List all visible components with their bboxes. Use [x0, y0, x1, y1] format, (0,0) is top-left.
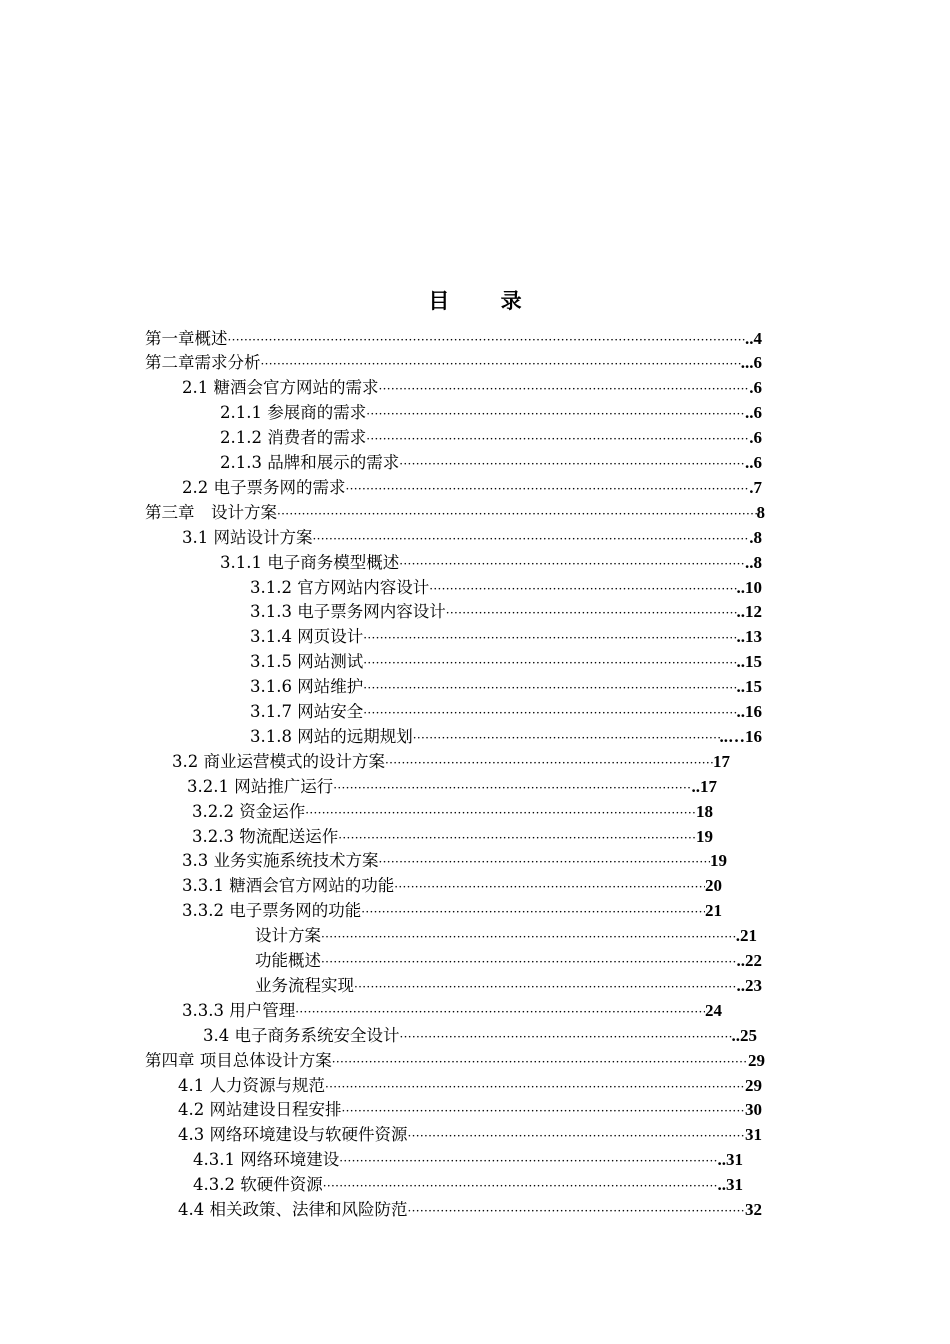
toc-entry-title: 第二章需求分析 — [145, 353, 261, 373]
toc-page-number: .7 — [749, 477, 762, 497]
toc-page-number: ..15 — [736, 652, 762, 672]
toc-entry[interactable] — [182, 999, 722, 1024]
toc-entry[interactable] — [203, 1024, 757, 1049]
toc-entry-title: 4.4 相关政策、法律和风险防范 — [178, 1200, 408, 1219]
toc-page-number: 29 — [745, 1075, 762, 1095]
toc-entry[interactable] — [255, 924, 757, 949]
toc-page-number: .6 — [749, 428, 762, 448]
toc-entry[interactable] — [192, 800, 713, 825]
toc-entry[interactable] — [178, 1098, 762, 1123]
toc-entry[interactable] — [145, 1049, 765, 1074]
toc-page-number: ..17 — [691, 776, 717, 796]
toc-dot-leader — [399, 452, 745, 476]
toc-entry[interactable] — [182, 376, 762, 401]
toc-dot-leader — [339, 1149, 717, 1173]
toc-entry-title: 3.2.1 网站推广运行 — [187, 776, 334, 796]
toc-page-number: ..16 — [736, 702, 762, 721]
toc-page-number: ..25 — [731, 1025, 757, 1045]
toc-entry[interactable] — [250, 576, 762, 601]
toc-dot-leader — [333, 776, 691, 800]
toc-dot-leader — [261, 352, 741, 376]
toc-dot-leader — [361, 900, 705, 924]
toc-page-number: 19 — [696, 826, 713, 846]
toc-entry-title: 业务流程实现 — [255, 975, 354, 995]
toc-entry[interactable] — [145, 327, 762, 352]
toc-entry[interactable] — [220, 401, 762, 426]
toc-entry-title: 3.4 电子商务系统安全设计 — [203, 1025, 400, 1045]
toc-entry[interactable] — [193, 1173, 743, 1198]
toc-entry[interactable] — [182, 526, 762, 551]
toc-dot-leader — [342, 1099, 746, 1123]
toc-entry[interactable] — [145, 501, 765, 526]
toc-page-number: 29 — [748, 1050, 765, 1070]
toc-dot-leader — [363, 701, 736, 725]
toc-title: 目 录 — [428, 288, 544, 313]
toc-page-number: ..15 — [736, 677, 762, 697]
toc-dot-leader — [379, 377, 750, 401]
toc-entry[interactable] — [145, 351, 762, 376]
toc-dot-leader — [323, 1174, 718, 1198]
toc-entry[interactable] — [182, 874, 722, 899]
toc-entry[interactable] — [255, 949, 762, 974]
toc-page-number: 8 — [756, 502, 765, 522]
toc-entry[interactable] — [182, 899, 722, 924]
toc-dot-leader — [394, 875, 705, 899]
toc-entry[interactable] — [193, 1148, 743, 1173]
toc-page-number: 30 — [745, 1100, 762, 1120]
toc-page-number: 31 — [745, 1125, 762, 1145]
toc-entry-title: 4.1 人力资源与规范 — [178, 1075, 325, 1095]
toc-entry-title: 2.2 电子票务网的需求 — [182, 477, 346, 497]
toc-page-number: 21 — [705, 901, 722, 921]
toc-page-number: ..8 — [745, 552, 762, 572]
toc-page-number: ..31 — [717, 1150, 743, 1170]
toc-entry-title: 3.1.3 电子票务网内容设计 — [250, 602, 446, 622]
toc-page-number: ..6 — [745, 403, 762, 423]
toc-entry-title: 3.3 业务实施系统技术方案 — [182, 851, 379, 871]
toc-entry-title: 2.1.3 品牌和展示的需求 — [220, 453, 400, 472]
toc-page-number: ..…16 — [719, 726, 762, 746]
toc-entry-title: 3.1 网站设计方案 — [182, 527, 313, 547]
toc-dot-leader — [363, 676, 736, 700]
toc-page-number: 19 — [710, 851, 727, 871]
toc-dot-leader — [446, 601, 737, 625]
toc-entry[interactable] — [220, 551, 762, 576]
toc-entry-title: 3.1.7 网站安全 — [250, 702, 364, 721]
toc-dot-leader — [379, 850, 711, 874]
toc-entry-title: 3.1.5 网站测试 — [250, 652, 364, 672]
toc-dot-leader — [321, 925, 736, 949]
toc-entry[interactable] — [178, 1198, 762, 1223]
toc-entry[interactable] — [250, 675, 762, 700]
toc-dot-leader — [325, 1075, 745, 1099]
toc-entry[interactable] — [250, 625, 762, 650]
toc-entry-title: 3.1.4 网页设计 — [250, 627, 364, 647]
toc-entry[interactable] — [178, 1123, 762, 1148]
toc-page-number: 24 — [705, 1000, 722, 1020]
toc-entry[interactable] — [172, 750, 730, 775]
toc-page-number: ..10 — [736, 577, 762, 597]
toc-page-number: 32 — [745, 1200, 762, 1219]
toc-dot-leader — [321, 950, 737, 974]
toc-page-number: 18 — [696, 801, 713, 821]
toc-page-number: 17 — [713, 751, 730, 771]
toc-entry-title: 3.1.8 网站的远期规划 — [250, 726, 413, 746]
toc-dot-leader — [413, 726, 720, 750]
toc-page-number: .8 — [749, 527, 762, 547]
toc-dot-leader — [366, 402, 745, 426]
toc-entry-title: 2.1.1 参展商的需求 — [220, 403, 367, 423]
toc-entry-title: 4.3.2 软硬件资源 — [193, 1175, 323, 1195]
toc-page-number: 20 — [705, 876, 722, 896]
toc-entry-title: 3.1.6 网站维护 — [250, 677, 364, 697]
toc-entry[interactable] — [192, 825, 713, 850]
toc-dot-leader — [228, 328, 746, 352]
toc-entry[interactable] — [255, 974, 762, 999]
toc-dot-leader — [429, 577, 736, 601]
toc-entry-title: 4.3 网络环境建设与软硬件资源 — [178, 1125, 408, 1145]
toc-page-number: ..4 — [745, 328, 762, 348]
toc-entry[interactable] — [182, 476, 762, 501]
toc-entry[interactable] — [250, 650, 762, 675]
toc-entry-title: 3.2 商业运营模式的设计方案 — [172, 751, 385, 771]
toc-entry-title: 设计方案 — [255, 926, 321, 946]
toc-entry-title: 第一章概述 — [145, 328, 228, 348]
toc-entry-title: 功能概述 — [255, 951, 321, 970]
toc-entry-title: 3.3.1 糖酒会官方网站的功能 — [182, 876, 395, 896]
toc-entry-title: 4.3.1 网络环境建设 — [193, 1150, 340, 1170]
toc-entry[interactable] — [220, 451, 762, 476]
toc-page-number: ..12 — [736, 602, 762, 622]
toc-page-number: ..31 — [717, 1175, 743, 1195]
toc-dot-leader — [363, 626, 736, 650]
toc-dot-leader — [277, 502, 757, 526]
toc-entry-title: 第四章 项目总体设计方案 — [145, 1050, 332, 1070]
toc-entry-title: 3.2.2 资金运作 — [192, 801, 306, 821]
toc-entry-title: 3.3.2 电子票务网的功能 — [182, 901, 362, 921]
toc-entry-title: 4.2 网站建设日程安排 — [178, 1100, 342, 1120]
toc-dot-leader — [313, 527, 750, 551]
toc-entry-title: 3.2.3 物流配送运作 — [192, 826, 339, 846]
toc-dot-leader — [332, 1050, 748, 1074]
toc-page-number: .6 — [749, 378, 762, 398]
toc-entry-title: 2.1.2 消费者的需求 — [220, 428, 367, 448]
toc-page-number: ...6 — [740, 353, 762, 373]
toc-entry-title: 2.1 糖酒会官方网站的需求 — [182, 378, 379, 398]
toc-page-number: ..23 — [736, 975, 762, 995]
toc-dot-leader — [295, 1000, 705, 1024]
toc-dot-leader — [346, 477, 750, 501]
toc-entry[interactable] — [178, 1074, 762, 1099]
toc-dot-leader — [408, 1124, 746, 1148]
toc-page-number: ..13 — [736, 627, 762, 647]
toc-dot-leader — [400, 1025, 732, 1049]
toc-entry[interactable] — [220, 426, 762, 451]
toc-entry-title: 第三章 设计方案 — [145, 502, 277, 522]
toc-entry[interactable] — [250, 725, 762, 750]
toc-entry-title: 3.3.3 用户管理 — [182, 1000, 296, 1020]
toc-entry[interactable] — [182, 849, 727, 874]
toc-entry[interactable] — [187, 775, 717, 800]
toc-entry-title: 3.1.1 电子商务模型概述 — [220, 552, 400, 572]
toc-dot-leader — [338, 826, 696, 850]
toc-dot-leader — [385, 751, 713, 775]
toc-page-number: ..6 — [745, 453, 762, 472]
toc-dot-leader — [366, 427, 749, 451]
toc-entry[interactable] — [250, 700, 762, 725]
toc-dot-leader — [408, 1199, 746, 1223]
toc-dot-leader — [399, 552, 745, 576]
toc-entry[interactable] — [250, 600, 762, 625]
toc-page-number: ..22 — [736, 951, 762, 970]
toc-dot-leader — [305, 801, 696, 825]
toc-page-number: .21 — [735, 926, 757, 946]
toc-dot-leader — [363, 651, 736, 675]
toc-dot-leader — [354, 975, 737, 999]
toc-entry-title: 3.1.2 官方网站内容设计 — [250, 577, 430, 597]
